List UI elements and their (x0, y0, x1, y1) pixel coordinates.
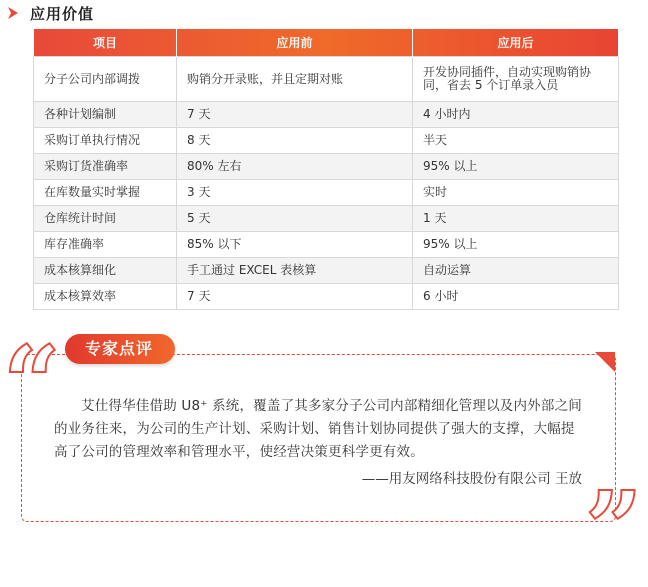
cell-before: 手工通过 EXCEL 表核算 (177, 258, 413, 284)
cell-after: 自动运算 (413, 258, 619, 284)
cell-after: 95% 以上 (413, 232, 619, 258)
table-row (34, 180, 619, 206)
cell-after: 半天 (413, 128, 619, 154)
arrow-right-icon (6, 6, 20, 20)
expert-badge: 专家点评 (65, 334, 175, 364)
cell-item: 成本核算细化 (34, 258, 177, 284)
cell-after: 95% 以上 (413, 154, 619, 180)
cell-before: 8 天 (177, 128, 413, 154)
cell-before: 3 天 (177, 180, 413, 206)
cell-after: 实时 (413, 180, 619, 206)
table-row (34, 128, 619, 154)
cell-item: 采购订单执行情况 (34, 128, 177, 154)
expert-signature: ——用友网络科技股份有限公司 王放 (361, 471, 582, 487)
cell-before: 7 天 (177, 284, 413, 310)
open-quote-icon: “ (3, 324, 61, 442)
section-header (6, 2, 94, 24)
close-quote-icon: ” (585, 469, 643, 587)
cell-after: 6 小时 (413, 284, 619, 310)
cell-item: 成本核算效率 (34, 284, 177, 310)
table-row (34, 154, 619, 180)
cell-item: 分子公司内部调拨 (34, 57, 177, 102)
expert-comment-text: 艾仕得华佳借助 U8⁺ 系统，覆盖了其多家分子公司内部精细化管理以及内外部之间的业务往来，为公司的生产计划、采购计划、销售计划协同提供了强大的支撑，大幅提高了公司的管理效率和管理水平，使经营决策更科学更有效。 (54, 398, 582, 460)
table-row (34, 232, 619, 258)
cell-item: 仓库统计时间 (34, 206, 177, 232)
section-title: 应用价值 (30, 4, 95, 23)
cell-before: 85% 以下 (177, 232, 413, 258)
value-table (33, 29, 619, 310)
cell-item: 各种计划编制 (34, 102, 177, 128)
cell-after: 1 天 (413, 206, 619, 232)
cell-item: 在库数量实时掌握 (34, 180, 177, 206)
cell-before: 7 天 (177, 102, 413, 128)
cell-after: 开发协同插件，自动实现购销协同，省去 5 个订单录入员 (413, 57, 619, 102)
cell-before: 购销分开录账，并且定期对账 (177, 57, 413, 102)
table-header-row (34, 29, 619, 57)
table-row (34, 206, 619, 232)
table-row (34, 57, 619, 102)
header-item: 项目 (34, 29, 177, 57)
table-row (34, 258, 619, 284)
header-after: 应用后 (413, 29, 619, 57)
cell-after: 4 小时内 (413, 102, 619, 128)
table-row (34, 102, 619, 128)
cell-item: 库存准确率 (34, 232, 177, 258)
cell-before: 80% 左右 (177, 154, 413, 180)
table-row (34, 284, 619, 310)
corner-decoration (595, 352, 615, 372)
cell-before: 5 天 (177, 206, 413, 232)
header-before: 应用前 (177, 29, 413, 57)
cell-item: 采购订货准确率 (34, 154, 177, 180)
